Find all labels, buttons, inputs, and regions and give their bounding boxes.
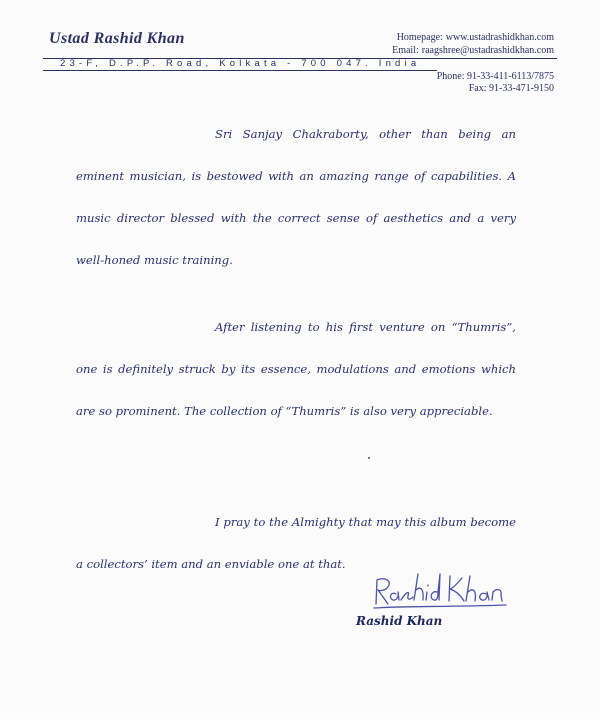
email — [392, 45, 554, 56]
letterhead-rule-bottom — [43, 70, 437, 71]
letterhead-address: 23-F, D.P.P. Road, Kolkata - 700 047. India — [60, 58, 421, 69]
fax: Fax: 91-33-471-9150 — [468, 83, 554, 94]
handwritten-signature — [366, 570, 518, 612]
homepage-link[interactable]: www.ustadrashidkhan.com — [445, 32, 554, 43]
phone: Phone: 91-33-411-6113/7875 — [436, 71, 554, 82]
email-label: Email: — [392, 45, 419, 56]
homepage — [397, 32, 554, 43]
ink-speck — [368, 457, 370, 459]
email-link[interactable]: raagshree@ustadrashidkhan.com — [421, 45, 554, 56]
signatory-name: Rashid Khan — [356, 614, 443, 628]
homepage-label: Homepage: — [396, 32, 443, 43]
letter-paragraph-1: Sri Sanjay Chakraborty, other than being an eminent musician, is bestowed with an amazing range of capabilities. A music director blessed with the correct sense of aesthetics and a very well-honed music training. — [76, 127, 516, 267]
letter-paragraph-3: I pray to the Almighty that may this album become a collectors’ item and an enviable one at that. — [76, 515, 516, 571]
letter-paragraph-2: After listening to his first venture on “Thumris”, one is definitely struck by its essence, modulations and emotions which are so prominent. The collection of “Thumris” is also very appreciable. — [76, 320, 516, 418]
letterhead-name: Ustad Rashid Khan — [49, 30, 185, 47]
